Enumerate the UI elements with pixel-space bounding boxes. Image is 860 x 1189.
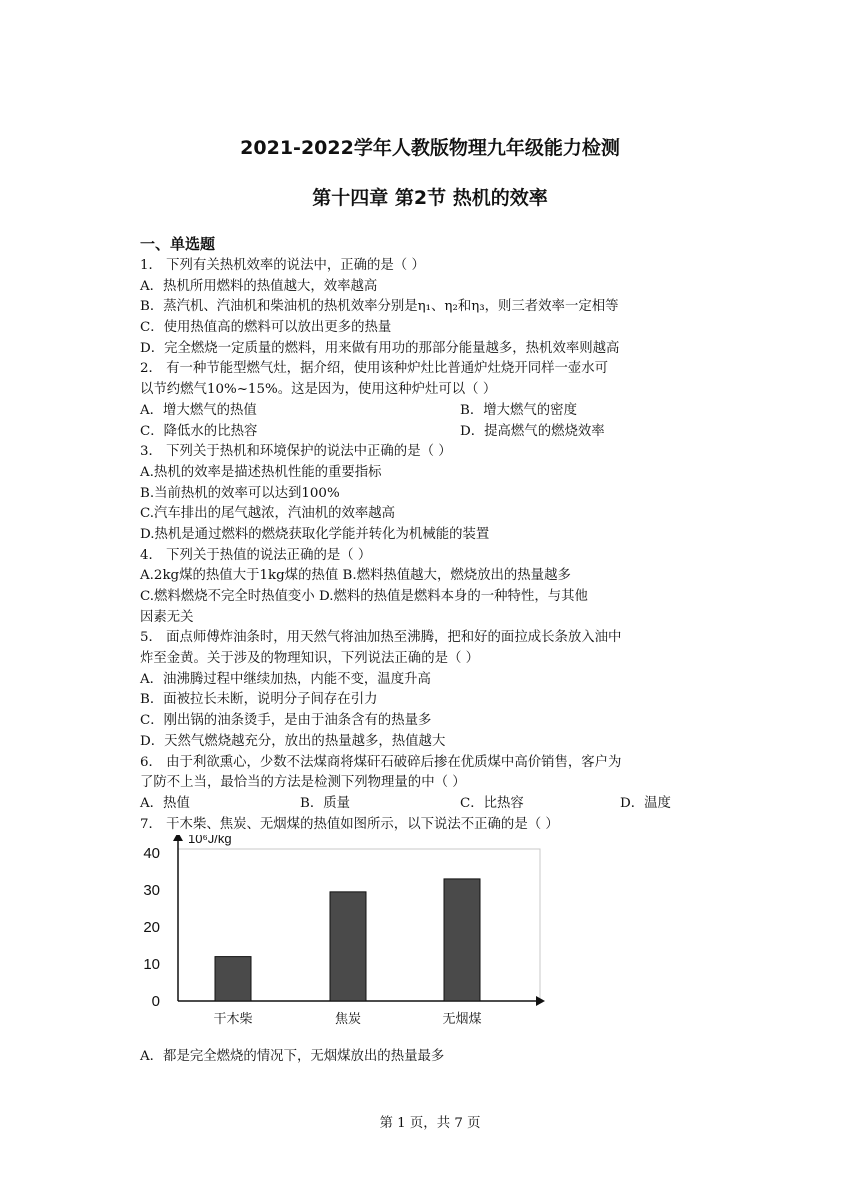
section-heading: 一、单选题 — [140, 235, 216, 253]
q3-option-c: C.汽车排出的尾气越浓，汽油机的效率越高 — [140, 506, 396, 522]
q5-stem-line1: 5． 面点师傅炸油条时，用天然气将油加热至沸腾，把和好的面拉成长条放入油中 — [140, 630, 622, 646]
q3-option-a: A.热机的效率是描述热机性能的重要指标 — [140, 464, 382, 480]
heat-value-chart — [140, 835, 722, 1047]
q5-option-b: B．面被拉长未断，说明分子间存在引力 — [140, 692, 378, 708]
y-tick-label: 10 — [143, 956, 160, 974]
y-tick-labels — [143, 845, 160, 1010]
q5-stem-line2: 炸至金黄。关于涉及的物理知识，下列说法正确的是（ ） — [140, 651, 480, 667]
q3-option-d: D.热机是通过燃料的燃烧获取化学能并转化为机械能的装置 — [140, 526, 490, 542]
bar-chart-svg — [140, 835, 560, 1047]
bar — [330, 892, 366, 1001]
q2-option-b: B．增大燃气的密度 — [460, 402, 577, 418]
q1-option-c: C．使用热值高的燃料可以放出更多的热量 — [140, 320, 392, 336]
q1-option-a: A．热机所用燃料的热值越大，效率越高 — [140, 278, 378, 294]
q5-option-c: C．刚出锅的油条烫手，是由于油条含有的热量多 — [140, 713, 432, 729]
y-tick-label: 30 — [143, 882, 160, 900]
q2-stem-line2: 以节约燃气10%~15%。这是因为，使用这种炉灶可以（ ） — [140, 382, 497, 398]
q6-options-row — [140, 794, 722, 815]
q1-option-b: B．蒸汽机、汽油机和柴油机的热机效率分别是η₁、η₂和η₃，则三者效率一定相等 — [140, 299, 619, 315]
bar — [215, 957, 251, 1001]
q4-options-cd: C.燃料燃烧不完全时热值变小 D.燃料的热值是燃料本身的一种特性，与其他 — [140, 589, 588, 604]
x-tick-labels — [213, 1011, 481, 1027]
question-list — [140, 256, 722, 1068]
y-tick-label: 20 — [143, 919, 160, 937]
q6-option-a: A．热值 — [140, 795, 190, 811]
q4-stem: 4． 下列关于热值的说法正确的是（ ） — [140, 547, 372, 563]
x-tick-label: 无烟煤 — [442, 1012, 482, 1028]
q7-stem: 7． 干木柴、焦炭、无烟煤的热值如图所示，以下说法不正确的是（ ） — [140, 816, 559, 832]
x-tick-label: 干木柴 — [213, 1012, 253, 1028]
q6-stem-line1: 6． 由于利欲熏心，少数不法煤商将煤矸石破碎后掺在优质煤中高价销售，客户为 — [140, 754, 622, 770]
q2-option-a: A．增大燃气的热值 — [140, 402, 257, 418]
y-tick-label: 0 — [151, 993, 160, 1011]
document-title: 2021-2022学年人教版物理九年级能力检测 — [240, 137, 620, 159]
q4-options-ab: A.2kg煤的热值大于1kg煤的热值 B.燃料热值越大，燃烧放出的热量越多 — [140, 568, 571, 584]
q6-option-d: D．温度 — [620, 795, 671, 811]
q5-option-d: D．天然气燃烧越充分，放出的热量越多，热值越大 — [140, 733, 446, 749]
q2-option-d: D．提高燃气的燃烧效率 — [460, 423, 605, 439]
document-subtitle: 第十四章 第2节 热机的效率 — [312, 187, 548, 209]
y-axis-arrow-icon — [173, 835, 183, 841]
q3-stem: 3． 下列关于热机和环境保护的说法中正确的是（ ） — [140, 444, 452, 460]
q4-option-d-cont: 因素无关 — [140, 609, 194, 625]
q6-option-c: C．比热容 — [460, 795, 524, 811]
q2-stem-line1: 2． 有一种节能型燃气灶，据介绍，使用该种炉灶比普通炉灶烧开同样一壶水可 — [140, 361, 609, 377]
q2-option-c: C．降低水的比热容 — [140, 423, 258, 439]
q7-option-a: A．都是完全燃烧的情况下，无烟煤放出的热量最多 — [140, 1049, 445, 1065]
y-tick-label: 40 — [143, 845, 160, 863]
q1-stem: 1． 下列有关热机效率的说法中，正确的是（ ） — [140, 258, 425, 273]
q6-stem-line2: 了防不上当，最恰当的方法是检测下列物理量的中（ ） — [140, 775, 466, 791]
x-tick-label: 焦炭 — [334, 1012, 362, 1028]
q6-option-b: B．质量 — [300, 795, 351, 811]
q2-options-row1 — [140, 401, 722, 422]
bar — [444, 879, 480, 1001]
q5-option-a: A．油沸腾过程中继续加热，内能不变，温度升高 — [140, 671, 431, 687]
q3-option-b: B.当前热机的效率可以达到100% — [140, 485, 340, 501]
q2-options-row2 — [140, 422, 722, 443]
page-footer: 第 1 页，共 7 页 — [379, 1116, 481, 1131]
q1-option-d: D．完全燃烧一定质量的燃料，用来做有用功的那部分能量越多，热机效率则越高 — [140, 340, 620, 356]
y-axis-unit-label: 10⁶J/kg — [188, 835, 232, 847]
